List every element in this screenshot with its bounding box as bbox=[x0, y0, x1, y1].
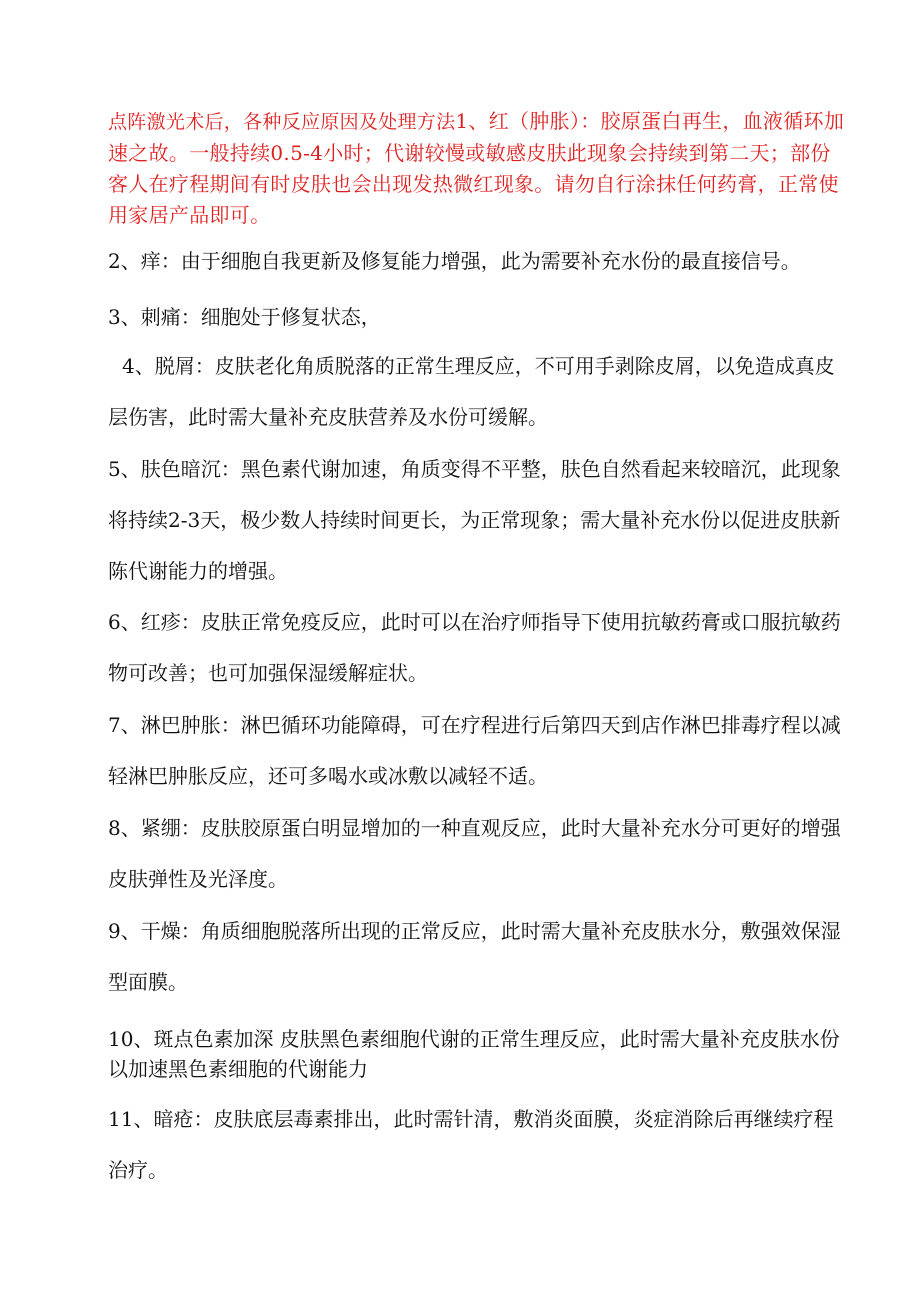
item-2-paragraph: 2、痒：由于细胞自我更新及修复能力增强，此为需要补充水份的最直接信号。 bbox=[108, 249, 801, 273]
document-title: 点阵激光术后，各种反应原因及处理方法 bbox=[108, 111, 456, 133]
item-11-paragraph: 11、暗疮：皮肤底层毒素排出，此时需针清，敷消炎面膜，炎症消除后再继续疗程治疗。 bbox=[108, 1107, 834, 1182]
item-4-paragraph: 4、脱屑：皮肤老化角质脱落的正常生理反应，不可用手剥除皮屑，以免造成真皮层伤害，此时需大量补充皮肤营养及水份可缓解。 bbox=[108, 354, 835, 429]
item-5-paragraph: 5、肤色暗沉：黑色素代谢加速，角质变得不平整，肤色自然看起来较暗沉，此现象将持续2-3天，极少数人持续时间更长，为正常现象；需大量补充水份以促进皮肤新陈代谢能力的增强。 bbox=[108, 457, 841, 583]
item-7-paragraph: 7、淋巴肿胀：淋巴循环功能障碍，可在疗程进行后第四天到店作淋巴排毒疗程以减轻淋巴肿胀反应，还可多喝水或冰敷以减轻不适。 bbox=[108, 713, 841, 788]
item-8-paragraph: 8、紧绷：皮肤胶原蛋白明显增加的一种直观反应，此时大量补充水分可更好的增强皮肤弹性及光泽度。 bbox=[108, 816, 841, 891]
item-9-paragraph: 9、干燥：角质细胞脱落所出现的正常反应，此时需大量补充皮肤水分，敷强效保湿型面膜。 bbox=[108, 919, 841, 994]
item-10-paragraph: 10、斑点色素加深 皮肤黑色素细胞代谢的正常生理反应，此时需大量补充皮肤水份以加速黑色素细胞的代谢能力 bbox=[108, 1027, 840, 1081]
item-1-text: 1、红（肿胀）：胶原蛋白再生，血液循环加速之故。一般持续0.5-4小时；代谢较慢或敏感皮肤此现象会持续到第二天；部份客人在疗程期间有时皮肤也会出现发热微红现象。请勿自行涂抹任何药膏，正常使用家居产品即可。 bbox=[108, 109, 845, 227]
item-3-paragraph: 3、刺痛：细胞处于修复状态， bbox=[108, 305, 381, 329]
intro-paragraph bbox=[108, 106, 848, 231]
item-6-paragraph: 6、红疹：皮肤正常免疫反应，此时可以在治疗师指导下使用抗敏药膏或口服抗敏药物可改善；也可加强保湿缓解症状。 bbox=[108, 610, 841, 685]
